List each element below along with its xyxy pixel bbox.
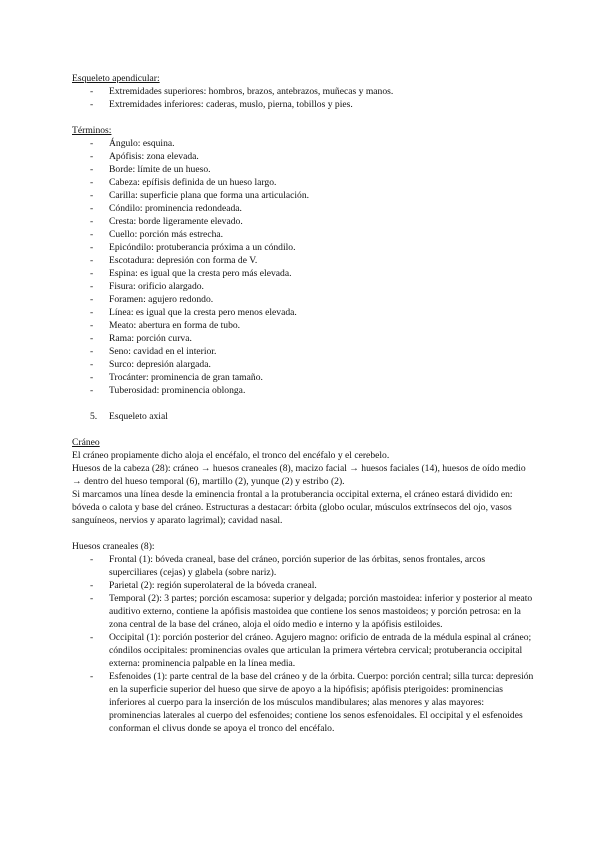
bullet-dash: - bbox=[90, 359, 94, 370]
list-item: - Apófisis: zona elevada. bbox=[90, 151, 199, 162]
bullet-dash: - bbox=[90, 632, 94, 643]
bullet-dash: - bbox=[90, 216, 94, 227]
list-item: - Carilla: superficie plana que forma una articulación. bbox=[90, 190, 310, 201]
list-item: - Trocánter: prominencia de gran tamaño. bbox=[90, 372, 263, 383]
bullet-dash: - bbox=[90, 281, 94, 292]
list-item: - Borde: límite de un hueso. bbox=[90, 164, 211, 175]
bullet-dash: - bbox=[90, 138, 94, 149]
bullet-dash: - bbox=[90, 190, 94, 201]
list-item: - Cuello: porción más estrecha. bbox=[90, 229, 224, 240]
paragraph: El cráneo propiamente dicho aloja el encéfalo, el tronco del encéfalo y el cerebelo. bbox=[72, 450, 390, 461]
numbered-item-label: Esqueleto axial bbox=[109, 411, 168, 422]
list-item: - Fisura: orificio alargado. bbox=[90, 281, 204, 292]
bullet-dash: - bbox=[90, 294, 94, 305]
bullet-dash: - bbox=[90, 164, 94, 175]
list-item: - Línea: es igual que la cresta pero menos elevada. bbox=[90, 307, 297, 318]
bullet-dash: - bbox=[90, 580, 94, 591]
bullet-dash: - bbox=[90, 385, 94, 396]
section-heading-craneo: Cráneo bbox=[72, 437, 100, 448]
list-item: - Seno: cavidad en el interior. bbox=[90, 346, 217, 357]
list-item: - Cabeza: epífisis definida de un hueso largo. bbox=[90, 177, 277, 188]
section-heading-terminos: Términos: bbox=[72, 125, 112, 136]
list-item: - Extremidades superiores: hombros, brazos, antebrazos, muñecas y manos. bbox=[90, 86, 394, 97]
list-item: - Surco: depresión alargada. bbox=[90, 359, 211, 370]
bullet-dash: - bbox=[90, 346, 94, 357]
list-item: - Cresta: borde ligeramente elevado. bbox=[90, 216, 243, 227]
numbered-item-esqueleto-axial bbox=[72, 410, 534, 423]
list-item: - Temporal (2): 3 partes; porción escamosa: superior y delgada; porción mastoidea: inferior y posterior al meato auditivo externo, contiene la apófisis mastoidea que contiene los senos mastoideos; y porción petrosa: en la zona central de la base del cráneo, aloja el oído medio e interno y la apófisis estiloides. bbox=[90, 593, 533, 630]
bullet-dash: - bbox=[90, 255, 94, 266]
bullet-dash: - bbox=[90, 554, 94, 565]
list-item: - Cóndilo: prominencia redondeada. bbox=[90, 203, 242, 214]
section-heading-esqueleto-apendicular: Esqueleto apendicular: bbox=[72, 73, 160, 84]
list-item: - Esfenoides (1): parte central de la base del cráneo y de la órbita. Cuerpo: porción central; silla turca: depresión en la superficie superior del hueso que sirve de apoyo a la hipófisis; apófisis pterigoides: prominencias inferiores al cuerpo para la inserción de los músculos mandibulares; alas menores y alas mayores: prominencias laterales al cuerpo del esfenoides; contiene los senos esfenoidales. El occipital y el esfenoides conforman el clivus donde se apoya el tronco del encéfalo. bbox=[90, 671, 534, 734]
list-item: - Foramen: agujero redondo. bbox=[90, 294, 214, 305]
bullet-dash: - bbox=[90, 333, 94, 344]
bullet-dash: - bbox=[90, 372, 94, 383]
bullet-dash: - bbox=[90, 242, 94, 253]
bullet-dash: - bbox=[90, 671, 94, 682]
list-item: - Frontal (1): bóveda craneal, base del cráneo, porción superior de las órbitas, senos frontales, arcos superciliares (cejas) y glabela (sobre nariz). bbox=[90, 554, 486, 578]
list-item: - Parietal (2): región superolateral de la bóveda craneal. bbox=[90, 580, 317, 591]
paragraph: Huesos de la cabeza (28): cráneo → huesos craneales (8), macizo facial → huesos faciales (14), huesos de oído medio → dentro del hueso temporal (6), martillo (2), yunque (2) y estribo (2). bbox=[72, 463, 526, 487]
bullet-dash: - bbox=[90, 151, 94, 162]
list-huesos-craneales bbox=[72, 553, 534, 735]
bullet-dash: - bbox=[90, 229, 94, 240]
list-item: - Rama: porción curva. bbox=[90, 333, 192, 344]
list-number: 5. bbox=[90, 411, 98, 422]
bullet-dash: - bbox=[90, 177, 94, 188]
paragraph: Si marcamos una línea desde la eminencia frontal a la protuberancia occipital externa, el cráneo estará dividido en: bóveda o calota y base del cráneo. Estructuras a destacar: órbita (globo ocular, músculos extrínsecos del ojo, vasos sanguíneos, nervios y aparato lagrimal); cavidad nasal. bbox=[72, 489, 513, 526]
bullet-dash: - bbox=[90, 268, 94, 279]
section-heading-huesos-craneales: Huesos craneales (8): bbox=[72, 541, 155, 552]
list-item: - Occipital (1): porción posterior del cráneo. Agujero magno: orificio de entrada de la médula espinal al cráneo; cóndilos occipitales: prominencias ovales que articulan la primera vértebra cervical; protuberancia occipital externa: prominencia palpable en la línea media. bbox=[90, 632, 532, 669]
list-item: - Ángulo: esquina. bbox=[90, 138, 175, 149]
bullet-dash: - bbox=[90, 99, 94, 110]
list-item: - Tuberosidad: prominencia oblonga. bbox=[90, 385, 246, 396]
bullet-dash: - bbox=[90, 320, 94, 331]
bullet-dash: - bbox=[90, 593, 94, 604]
list-item: - Escotadura: depresión con forma de V. bbox=[90, 255, 258, 266]
list-item: - Extremidades inferiores: caderas, muslo, pierna, tobillos y pies. bbox=[90, 99, 353, 110]
list-item: - Meato: abertura en forma de tubo. bbox=[90, 320, 241, 331]
document-page bbox=[72, 72, 534, 735]
list-item: - Epicóndilo: protuberancia próxima a un cóndilo. bbox=[90, 242, 296, 253]
list-item: - Espina: es igual que la cresta pero más elevada. bbox=[90, 268, 292, 279]
bullet-dash: - bbox=[90, 86, 94, 97]
list-terminos bbox=[72, 137, 534, 397]
bullet-dash: - bbox=[90, 203, 94, 214]
bullet-dash: - bbox=[90, 307, 94, 318]
list-esqueleto-apendicular bbox=[72, 85, 534, 111]
